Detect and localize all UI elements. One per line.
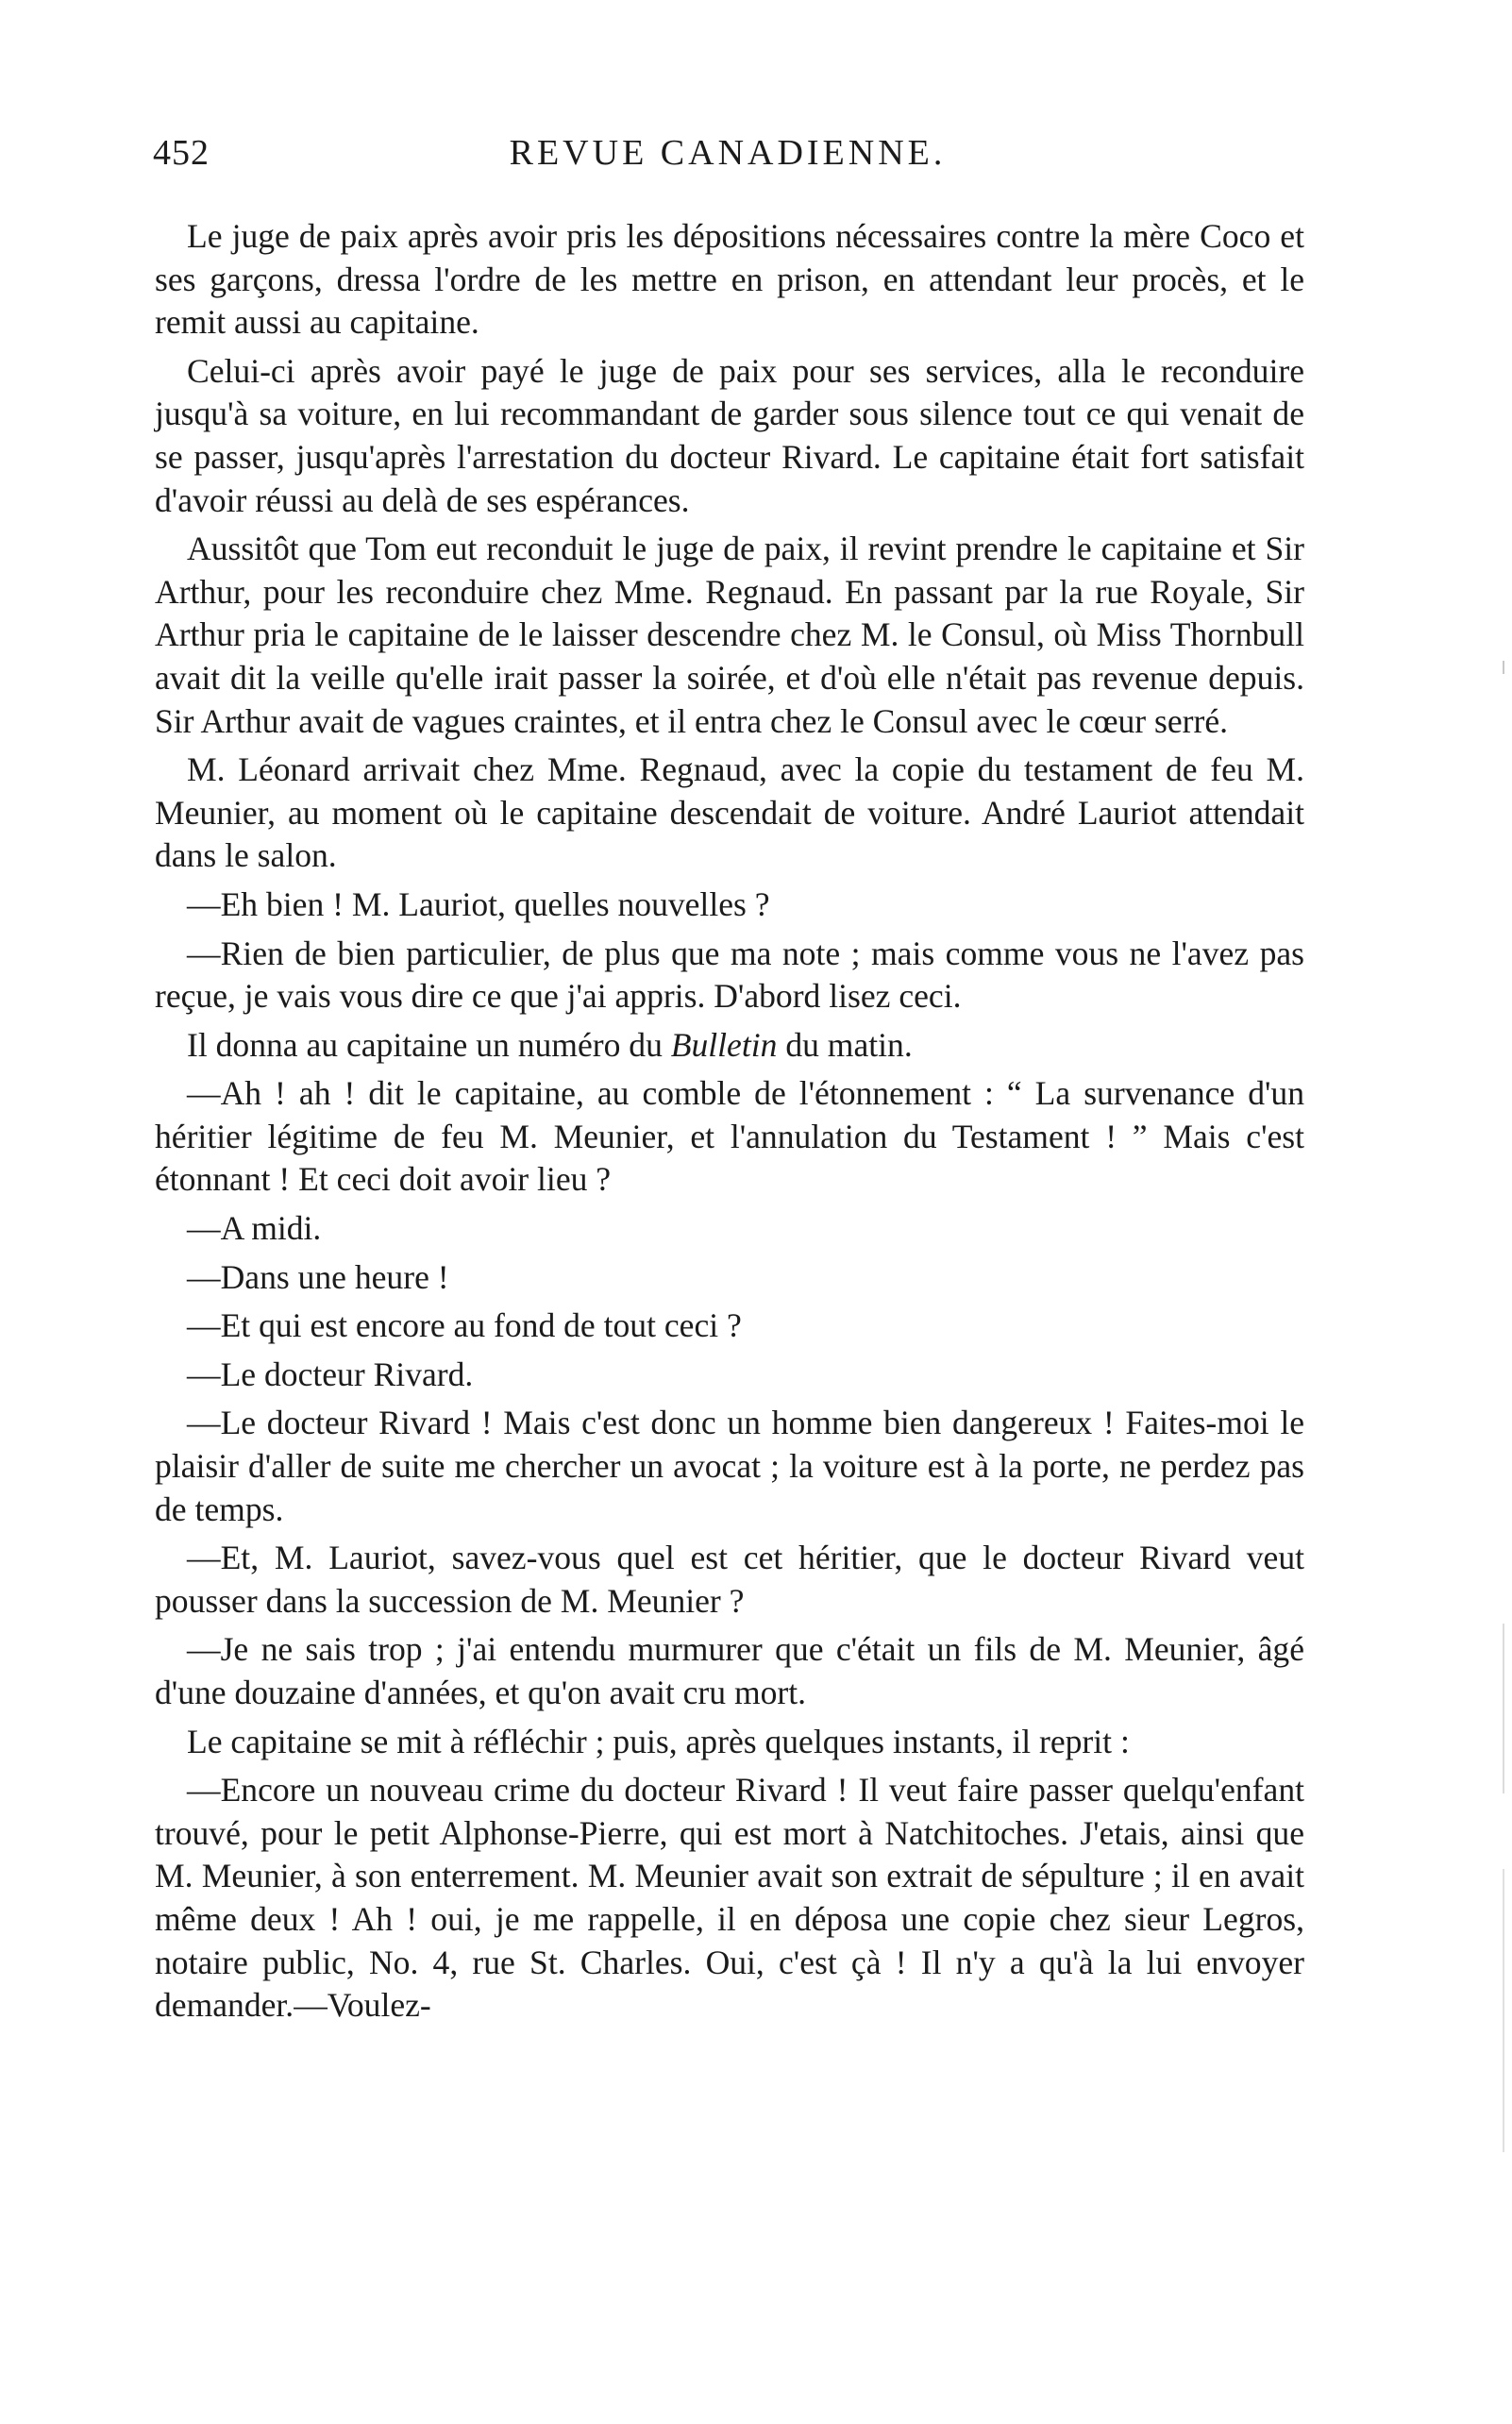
paragraph: Le juge de paix après avoir pris les dépositions nécessaires contre la mère Coco et ses garçons, dressa l'ordre de les mettre en prison, en attendant leur procès, et le remit aussi au capitaine. <box>155 217 1304 342</box>
paragraph: Celui-ci après avoir payé le juge de paix pour ses services, alla le reconduire jusqu'à sa voiture, en lui recommandant de garder sous silence tout ce qui venait de se passer, jusqu'après l'arrestation du docteur Rivard. Le capitaine était fort satisfait d'avoir réussi au delà de ses espérances. <box>155 351 1304 519</box>
scan-edge-mark <box>1503 1869 1504 2152</box>
page-number: 452 <box>153 133 210 173</box>
scan-edge-mark <box>1503 661 1504 674</box>
running-head <box>153 132 1302 189</box>
dialogue-line: —Rien de bien particulier, de plus que ma note ; mais comme vous ne l'avez pas reçue, je vais vous dire ce que j'ai appris. D'abord lisez ceci. <box>155 934 1304 1016</box>
dialogue-line: —Encore un nouveau crime du docteur Rivard ! Il veut faire passer quelqu'enfant trouvé, pour le petit Alphonse-Pierre, qui est mort à Natchitoches. J'etais, ainsi que M. Meunier, à son enterrement. M. Meunier avait son extrait de sépulture ; il en avait même deux ! Ah ! oui, je me rappelle, il en déposa une copie chez sieur Legros, notaire public, No. 4, rue St. Charles. Oui, c'est çà ! Il n'y a qu'à la lui envoyer demander.—Voulez- <box>155 1771 1304 2025</box>
body-text <box>155 215 1304 2033</box>
dialogue-line: —Eh bien ! M. Lauriot, quelles nouvelles ? <box>187 884 770 923</box>
running-title: REVUE CANADIENNE. <box>509 133 947 173</box>
dialogue-line: —Je ne sais trop ; j'ai entendu murmurer que c'était un fils de M. Meunier, âgé d'une douzaine d'années, et qu'on avait cru mort. <box>155 1630 1304 1711</box>
dialogue-line: —Et, M. Lauriot, savez-vous quel est cet héritier, que le docteur Rivard veut pousser dans la succession de M. Meunier ? <box>155 1539 1304 1620</box>
dialogue-line: —Ah ! ah ! dit le capitaine, au comble de l'étonnement : “ La survenance d'un héritier légitime de feu M. Meunier, et l'annulation du Testament ! ” Mais c'est étonnant ! Et ceci doit avoir lieu ? <box>155 1074 1304 1199</box>
paragraph: Le capitaine se mit à réfléchir ; puis, après quelques instants, il reprit : <box>187 1722 1130 1760</box>
scan-edge-mark <box>1503 1624 1504 1793</box>
dialogue-line: —Dans une heure ! <box>187 1257 449 1296</box>
italic-newspaper-title: Bulletin <box>670 1025 778 1064</box>
dialogue-line: —Et qui est encore au fond de tout ceci ? <box>187 1306 742 1345</box>
paragraph: M. Léonard arrivait chez Mme. Regnaud, avec la copie du testament de feu M. Meunier, au moment où le capitaine descendait de voiture. André Lauriot attendait dans le salon. <box>155 750 1304 875</box>
text-before-italic: Il donna au capitaine un numéro du <box>187 1025 671 1064</box>
dialogue-line: —Le docteur Rivard. <box>187 1355 474 1393</box>
dialogue-line: —Le docteur Rivard ! Mais c'est donc un homme bien dangereux ! Faites-moi le plaisir d'aller de suite me chercher un avocat ; la voiture est à la porte, ne perdez pas de temps. <box>155 1404 1304 1528</box>
dialogue-line: —A midi. <box>187 1209 322 1248</box>
paragraph-with-italic <box>155 1024 1304 1068</box>
text-after-italic: du matin. <box>777 1025 913 1064</box>
paragraph: Aussitôt que Tom eut reconduit le juge de paix, il revint prendre le capitaine et Sir Arthur, pour les reconduire chez Mme. Regnaud. En passant par la rue Royale, Sir Arthur pria le capitaine de le laisser descendre chez M. le Consul, où Miss Thornbull avait dit la veille qu'elle irait passer la soirée, et d'où elle n'était pas revenue depuis. Sir Arthur avait de vagues craintes, et il entra chez le Consul avec le cœur serré. <box>155 530 1304 740</box>
